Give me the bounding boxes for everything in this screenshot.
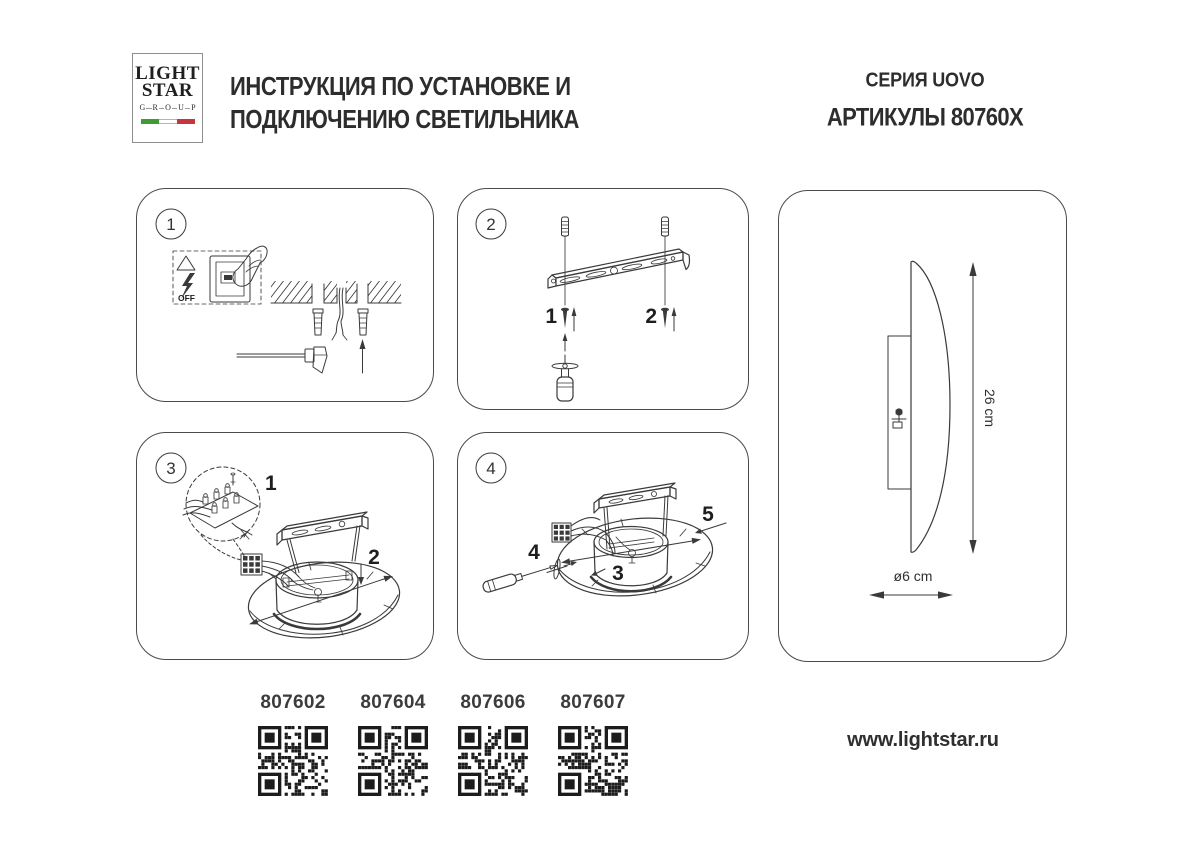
logo-word-star: STAR	[141, 80, 194, 101]
article-column	[543, 692, 643, 796]
screw-axis-lines	[565, 236, 665, 305]
step-number: 1	[166, 215, 176, 234]
insert-arrow	[672, 307, 677, 331]
wall-anchor-icon	[313, 309, 323, 335]
articles-label: АРТИКУЛЫ 80760X	[826, 102, 1024, 132]
logo-letter: R	[152, 103, 158, 112]
ceiling-diagram	[237, 279, 413, 373]
screwdriver-icon	[552, 333, 578, 401]
off-label: OFF	[178, 293, 195, 303]
page-title-line1: ИНСТРУКЦИЯ ПО УСТАНОВКЕ И	[230, 71, 571, 101]
qr-code	[258, 726, 328, 796]
step-1-illustration	[137, 189, 433, 401]
step-number-badge	[476, 453, 506, 483]
diameter-value: ø6 cm	[893, 568, 933, 584]
mounting-bracket	[277, 512, 368, 573]
logo-group-divider	[159, 108, 164, 109]
step-label: 5	[702, 503, 714, 526]
article-column	[443, 692, 543, 796]
screwdriver-icon	[482, 560, 559, 593]
step-3-panel	[136, 432, 434, 660]
flag-red	[177, 119, 195, 124]
fixture-base	[553, 510, 717, 604]
flag-white	[159, 119, 177, 124]
height-dimension	[969, 262, 998, 554]
screw-stud-icon	[662, 217, 669, 236]
website-url: www.lightstar.ru	[847, 729, 999, 751]
page-title-line2: ПОДКЛЮЧЕНИЮ СВЕТИЛЬНИКА	[230, 104, 579, 134]
magnifier-leader-lines	[201, 535, 245, 560]
step-label: 2	[368, 546, 380, 569]
connector-block-icon	[241, 554, 262, 575]
logo-letter: G	[139, 103, 146, 112]
fixture-profile	[911, 261, 950, 552]
series-header	[775, 68, 1075, 132]
logo-letter: P	[191, 103, 196, 112]
step-2-panel	[457, 188, 749, 410]
step-number: 4	[486, 459, 496, 478]
terminal-block-magnifier	[183, 467, 260, 541]
logo-group-divider	[185, 108, 190, 109]
logo-letter: O	[165, 103, 171, 112]
step-number-badge	[156, 453, 186, 483]
qr-code	[458, 726, 528, 796]
logo-word-light: LIGHT	[135, 63, 200, 84]
qr-code	[558, 726, 628, 796]
step-number-badge	[156, 209, 186, 239]
connector-block-icon	[552, 523, 571, 542]
height-value: 26 cm	[982, 388, 998, 428]
warning-triangle-icon	[177, 256, 195, 270]
lightstar-logo	[132, 53, 203, 143]
step-label: 1	[265, 472, 277, 495]
article-code: 807607	[560, 692, 626, 713]
article-code: 807604	[360, 692, 426, 713]
italian-flag-icon	[141, 119, 195, 124]
lower-arrow	[358, 564, 364, 585]
articles-row	[243, 692, 643, 796]
step-1-panel	[136, 188, 434, 402]
step-label: 2	[645, 305, 657, 328]
fixture-side-view	[779, 191, 1066, 661]
insert-arrow	[360, 339, 366, 373]
mounting-bracket	[548, 249, 689, 288]
logo-word-group	[140, 104, 196, 112]
series-label: СЕРИЯ UOVO	[865, 68, 985, 91]
diameter-dimension	[869, 568, 953, 599]
step-3-illustration	[137, 433, 433, 659]
rotate-arrow	[591, 569, 605, 576]
qr-code	[358, 726, 428, 796]
mounting-bracket	[594, 483, 676, 549]
logo-group-divider	[172, 108, 177, 109]
step-label: 4	[528, 541, 540, 564]
step-label: 3	[612, 562, 624, 585]
dimensions-panel	[778, 190, 1067, 662]
flag-green	[141, 119, 159, 124]
screw-icon	[661, 308, 669, 328]
screw-icon	[561, 308, 569, 328]
logo-letter: U	[178, 103, 184, 112]
article-column	[243, 692, 343, 796]
alignment-arrow	[561, 538, 701, 564]
step-4-illustration	[458, 433, 748, 659]
power-off-warning-box	[173, 246, 267, 304]
drill-icon	[237, 347, 327, 373]
step-label: 1	[545, 305, 557, 328]
step-number: 3	[166, 459, 176, 478]
article-code: 807602	[260, 692, 326, 713]
step-2-illustration	[458, 189, 748, 409]
insert-arrow	[572, 307, 577, 331]
page-title	[230, 70, 650, 136]
switch-icon	[210, 256, 250, 302]
step-4-panel	[457, 432, 749, 660]
screw-stud-icon	[562, 217, 569, 236]
logo-group-divider	[146, 108, 151, 109]
alignment-arrow	[249, 576, 393, 625]
mounting-plate	[888, 336, 911, 489]
step-number: 2	[486, 215, 496, 234]
wall-anchor-icon	[358, 309, 368, 335]
article-code: 807606	[460, 692, 526, 713]
article-column	[343, 692, 443, 796]
step-number-badge	[476, 209, 506, 239]
